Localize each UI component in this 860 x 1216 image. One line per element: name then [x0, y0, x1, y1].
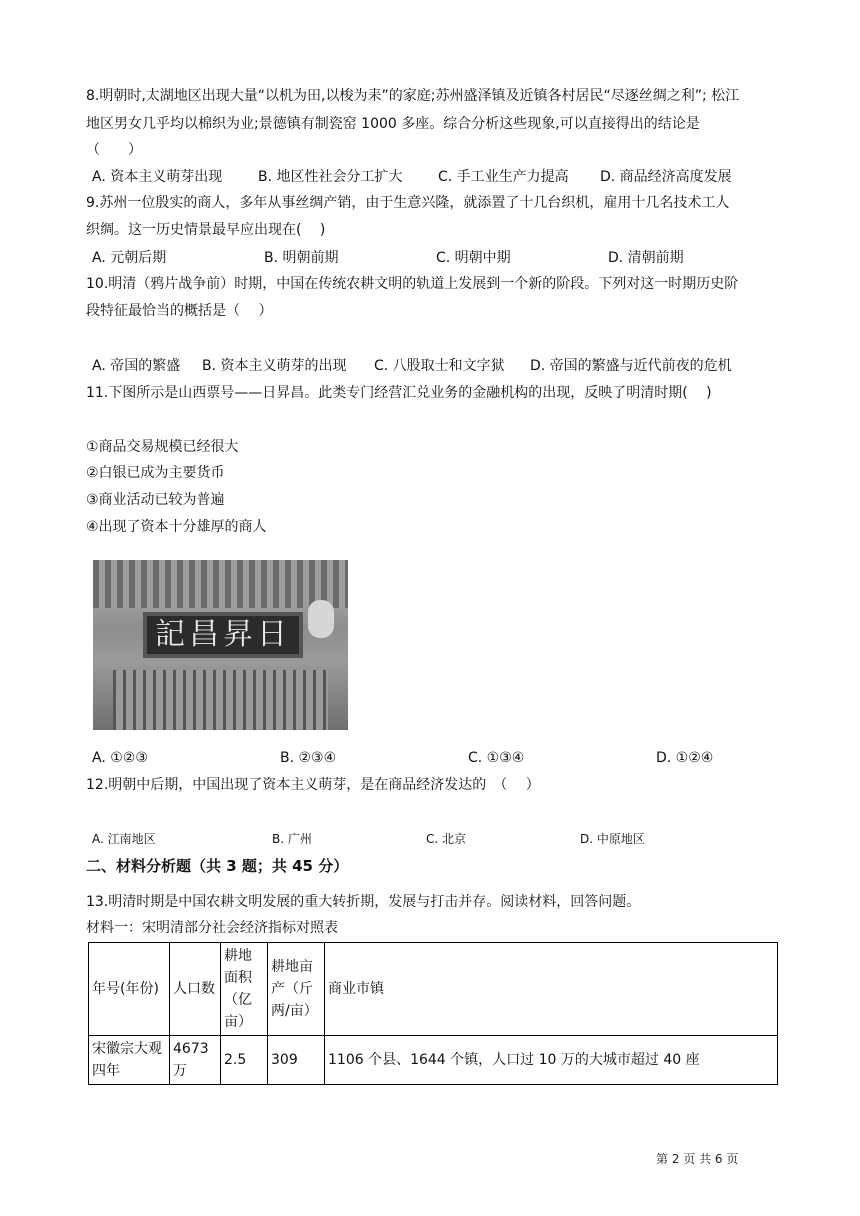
- q9-option-b[interactable]: B. 明朝前期: [264, 250, 339, 266]
- economic-indicator-table: [88, 942, 778, 1085]
- q10-line1: 10.明清（鸦片战争前）时期，中国在传统农耕文明的轨道上发展到一个新的阶段。下列对这一时期历史阶: [86, 276, 739, 292]
- q8-line3: （ ）: [86, 142, 142, 158]
- q8-line2: 地区男女几乎均以棉织为业;景德镇有制瓷窑 1000 多座。综合分析这些现象,可以直接得出的结论是: [86, 116, 700, 132]
- table-cell: 2.5: [221, 1036, 268, 1085]
- table-header-row: [89, 943, 778, 1036]
- q11-line1: 11.下图所示是山西票号——日昇昌。此类专门经营汇兑业务的金融机构的出现，反映了明清时期( ): [86, 385, 712, 401]
- q11-item-1: ①商品交易规模已经很大: [86, 439, 239, 455]
- q10-option-d[interactable]: D. 帝国的繁盛与近代前夜的危机: [530, 358, 732, 374]
- photo-roof: [93, 560, 348, 608]
- q11-option-d[interactable]: D. ①②④: [656, 750, 714, 766]
- photo-signboard: 記昌昇日: [143, 612, 303, 658]
- q8-option-a[interactable]: A. 资本主义萌芽出现: [92, 169, 223, 185]
- q11-item-4: ④出现了资本十分雄厚的商人: [86, 519, 267, 535]
- q11-item-2: ②白银已成为主要货币: [86, 465, 225, 481]
- q12-option-a[interactable]: A. 江南地区: [92, 832, 156, 846]
- q11-option-b[interactable]: B. ②③④: [280, 750, 337, 766]
- table-header-cell: 耕地面积（亿亩）: [221, 943, 268, 1036]
- q13-material1: 材料一：宋明清部分社会经济指标对照表: [86, 920, 338, 936]
- table-header-cell: 耕地亩产（斤两/亩）: [268, 943, 325, 1036]
- q9-option-a[interactable]: A. 元朝后期: [92, 250, 167, 266]
- page-footer: 第 2 页 共 6 页: [656, 1152, 739, 1166]
- table-cell: 1106 个县、1644 个镇，人口过 10 万的大城市超过 40 座: [325, 1036, 778, 1085]
- table-cell: 宋徽宗大观四年: [89, 1036, 170, 1085]
- q9-line1: 9.苏州一位殷实的商人，多年从事丝绸产销，由于生意兴隆，就添置了十几台织机，雇用十几名技术工人: [86, 195, 730, 211]
- q13-line1: 13.明清时期是中国农耕文明发展的重大转折期，发展与打击并存。阅读材料，回答问题。: [86, 894, 641, 910]
- q11-item-3: ③商业活动已较为普遍: [86, 492, 225, 508]
- table-cell: 309: [268, 1036, 325, 1085]
- q8-option-c[interactable]: C. 手工业生产力提高: [438, 169, 569, 185]
- table-row: [89, 1036, 778, 1085]
- q8-option-d[interactable]: D. 商品经济高度发展: [600, 169, 732, 185]
- table-header-cell: 年号(年份): [89, 943, 170, 1036]
- q11-option-a[interactable]: A. ①②③: [92, 750, 148, 766]
- q8-option-b[interactable]: B. 地区性社会分工扩大: [258, 169, 403, 185]
- q12-option-c[interactable]: C. 北京: [426, 832, 467, 846]
- table-header-cell: 人口数: [170, 943, 221, 1036]
- rishengchang-photo: [93, 560, 348, 730]
- q10-line2: 段特征最恰当的概括是（ ）: [86, 303, 273, 319]
- q11-option-c[interactable]: C. ①③④: [468, 750, 525, 766]
- section2-title: 二、材料分析题（共 3 题；共 45 分）: [86, 857, 349, 875]
- q12-option-d[interactable]: D. 中原地区: [580, 832, 645, 846]
- q8-line1: 8.明朝时,太湖地区出现大量“以机为田,以梭为耒”的家庭;苏州盛泽镇及近镇各村居民“尽逐丝绸之利”; 松江: [86, 88, 740, 104]
- table-cell: 4673 万: [170, 1036, 221, 1085]
- q10-option-a[interactable]: A. 帝国的繁盛: [92, 358, 181, 374]
- q9-option-d[interactable]: D. 清朝前期: [608, 250, 684, 266]
- q12-option-b[interactable]: B. 广州: [272, 832, 312, 846]
- q9-option-c[interactable]: C. 明朝中期: [436, 250, 511, 266]
- q10-option-c[interactable]: C. 八股取士和文字狱: [374, 358, 505, 374]
- table-header-cell: 商业市镇: [325, 943, 778, 1036]
- q12-line1: 12.明朝中后期，中国出现了资本主义萌芽，是在商品经济发达的 （ ）: [86, 777, 540, 793]
- photo-lantern: [308, 600, 334, 638]
- photo-lattice: [113, 670, 328, 730]
- q9-line2: 织绸。这一历史情景最早应出现在( ): [86, 222, 326, 238]
- q10-option-b[interactable]: B. 资本主义萌芽的出现: [202, 358, 347, 374]
